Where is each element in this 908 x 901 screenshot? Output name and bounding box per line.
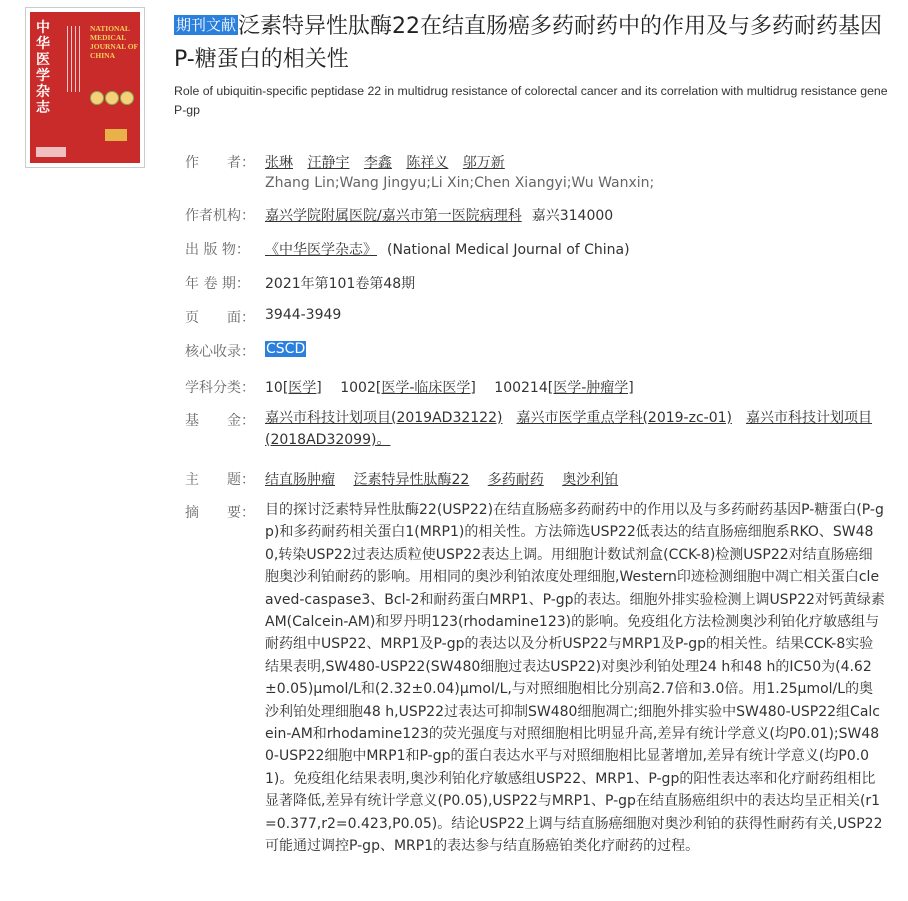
pages-label: 页 面： (185, 310, 255, 326)
cscd-badge: CSCD (266, 341, 306, 357)
fund-link[interactable]: 嘉兴市科技计划项目(2018AD32099)。 (265, 410, 872, 448)
publication-label: 出 版 物： (185, 242, 250, 258)
abstract-label: 摘 要： (185, 505, 255, 521)
subject-code: 1002 (340, 380, 376, 396)
fund-list (265, 407, 885, 451)
topics-label: 主 题： (185, 472, 255, 488)
article-title (174, 10, 890, 76)
author-link[interactable]: 陈祥义 (406, 155, 449, 171)
publication-en: (National Medical Journal of China) (387, 242, 630, 258)
issue-label: 年 卷 期： (185, 276, 250, 292)
author-link[interactable]: 张琳 (265, 155, 293, 171)
cover-badges (90, 90, 138, 112)
author-link[interactable]: 汪静宇 (307, 155, 350, 171)
fund-link[interactable]: 嘉兴市医学重点学科(2019-zc-01) (516, 410, 732, 426)
topic-link[interactable]: 奥沙利铂 (562, 472, 619, 488)
article-title-en: Role of ubiquitin-specific peptidase 22 in multidrug resistance of colorectal cancer and its correlation with multidrug resistance gene P-gp (174, 84, 888, 117)
topic-link[interactable]: 泛素特异性肽酶22 (353, 472, 470, 488)
issue-value: 2021年第101卷第48期 (265, 276, 416, 292)
authors-en: Zhang Lin;Wang Jingyu;Li Xin;Chen Xiangyi;Wu Wanxin; (265, 175, 655, 191)
subject-link[interactable]: [医学-临床医学] (375, 380, 476, 396)
org-label: 作者机构： (185, 208, 255, 224)
journal-cover[interactable] (25, 7, 145, 168)
cover-decoration (67, 26, 83, 92)
cover-seal (105, 129, 127, 141)
author-link[interactable]: 李鑫 (363, 155, 392, 171)
core-label: 核心收录： (185, 344, 255, 360)
publication-link[interactable]: 《中华医学杂志》 (265, 242, 377, 258)
org-value (265, 205, 613, 225)
topics-value (265, 469, 618, 489)
subject-code: 100214 (494, 380, 548, 396)
fund-label: 基 金： (185, 413, 255, 429)
subjects-value (265, 377, 634, 397)
publication-value (265, 239, 630, 259)
org-link[interactable]: 嘉兴学院附属医院/嘉兴市第一医院病理科 (265, 208, 522, 224)
org-zip: 嘉兴314000 (531, 208, 614, 224)
subject-code: 10 (265, 380, 283, 396)
abstract-text: 目的探讨泛素特异性肽酶22(USP22)在结直肠癌多药耐药中的作用以及与多药耐药基因P-糖蛋白(P-gp)和多药耐药相关蛋白1(MRP1)的相关性。方法筛选USP22低表达的结直肠癌细胞系RKO、SW480,转染USP22过表达质粒使USP22表达上调。用细胞计数试剂盒(CCK-8)检测USP22对结直肠癌细胞奥沙利铂耐药的影响。用相同的奥沙利铂浓度处理细胞,Western印迹检测细胞中凋亡相关蛋白cleaved-caspase3、Bcl-2和耐药蛋白MRP1、P-gp的表达。细胞外排实验检测上调USP22对钙黄绿素AM(Calcein-AM)和罗丹明123(rhodamine123)的影响。免疫组化方法检测奥沙利铂化疗敏感组与耐药组中USP22、MRP1及P-gp的表达以及分析USP22与MRP1及P-gp的相关性。结果CCK-8实验结果表明,SW480-USP22(SW480细胞过表达USP22)对奥沙利铂处理24 h和48 h的IC50为(4.62±0.05)μmol/L和(2.32±0.04)μmol/L,与对照细胞相比分别高2.7倍和3.0倍。用1.25μmol/L的奥沙利铂处理细胞48 h,USP22过表达可抑制SW480细胞凋亡;细胞外排实验中SW480-USP22组Calcein-AM和rhodamine123的荧光强度与对照细胞相比明显升高,差异有统计学意义(均P0.01);SW480-USP22细胞中MRP1和P-gp的蛋白表达水平与对照细胞相比显著增加,差异有统计学意义(均P0.01)。免疫组化结果表明,奥沙利铂化疗敏感组USP22、MRP1、P-gp的阳性表达率和化疗耐药组相比显著降低,差异有统计学意义(P0.05),USP22与MRP1、P-gp在结直肠癌组织中的表达均呈正相关(r1=0.377,r2=0.423,P0.05)。结论USP22上调与结直肠癌细胞对奥沙利铂的获得性耐药有关,USP22可能通过调控P-gp、MRP1的表达参与结直肠癌铂类化疗耐药的过程。 (265, 502, 885, 855)
topic-link[interactable]: 多药耐药 (487, 472, 544, 488)
authors-list (265, 152, 505, 172)
core-value (265, 341, 306, 357)
cover-image (30, 12, 140, 163)
author-link[interactable]: 邬万新 (462, 155, 505, 171)
topic-link[interactable]: 结直肠肿瘤 (265, 472, 335, 488)
subject-link[interactable]: [医学] (282, 380, 322, 396)
subjects-label: 学科分类： (185, 380, 255, 396)
article-title-text: 泛素特异性肽酶22在结直肠癌多药耐药中的作用及与多药耐药基因P-糖蛋白的相关性 (174, 14, 883, 72)
cover-footer (36, 147, 66, 157)
cover-title-en: NATIONAL MEDICAL JOURNAL OF CHINA (90, 24, 138, 60)
pages-value: 3944-3949 (265, 307, 342, 323)
cover-title-cn: 中华医学杂志 (36, 20, 50, 116)
article-header (174, 10, 890, 120)
authors-label: 作 者： (185, 155, 255, 171)
doc-type-tag: 期刊文献 (176, 16, 237, 34)
subject-link[interactable]: [医学-肿瘤学] (547, 380, 634, 396)
fund-link[interactable]: 嘉兴市科技计划项目(2019AD32122) (265, 410, 503, 426)
